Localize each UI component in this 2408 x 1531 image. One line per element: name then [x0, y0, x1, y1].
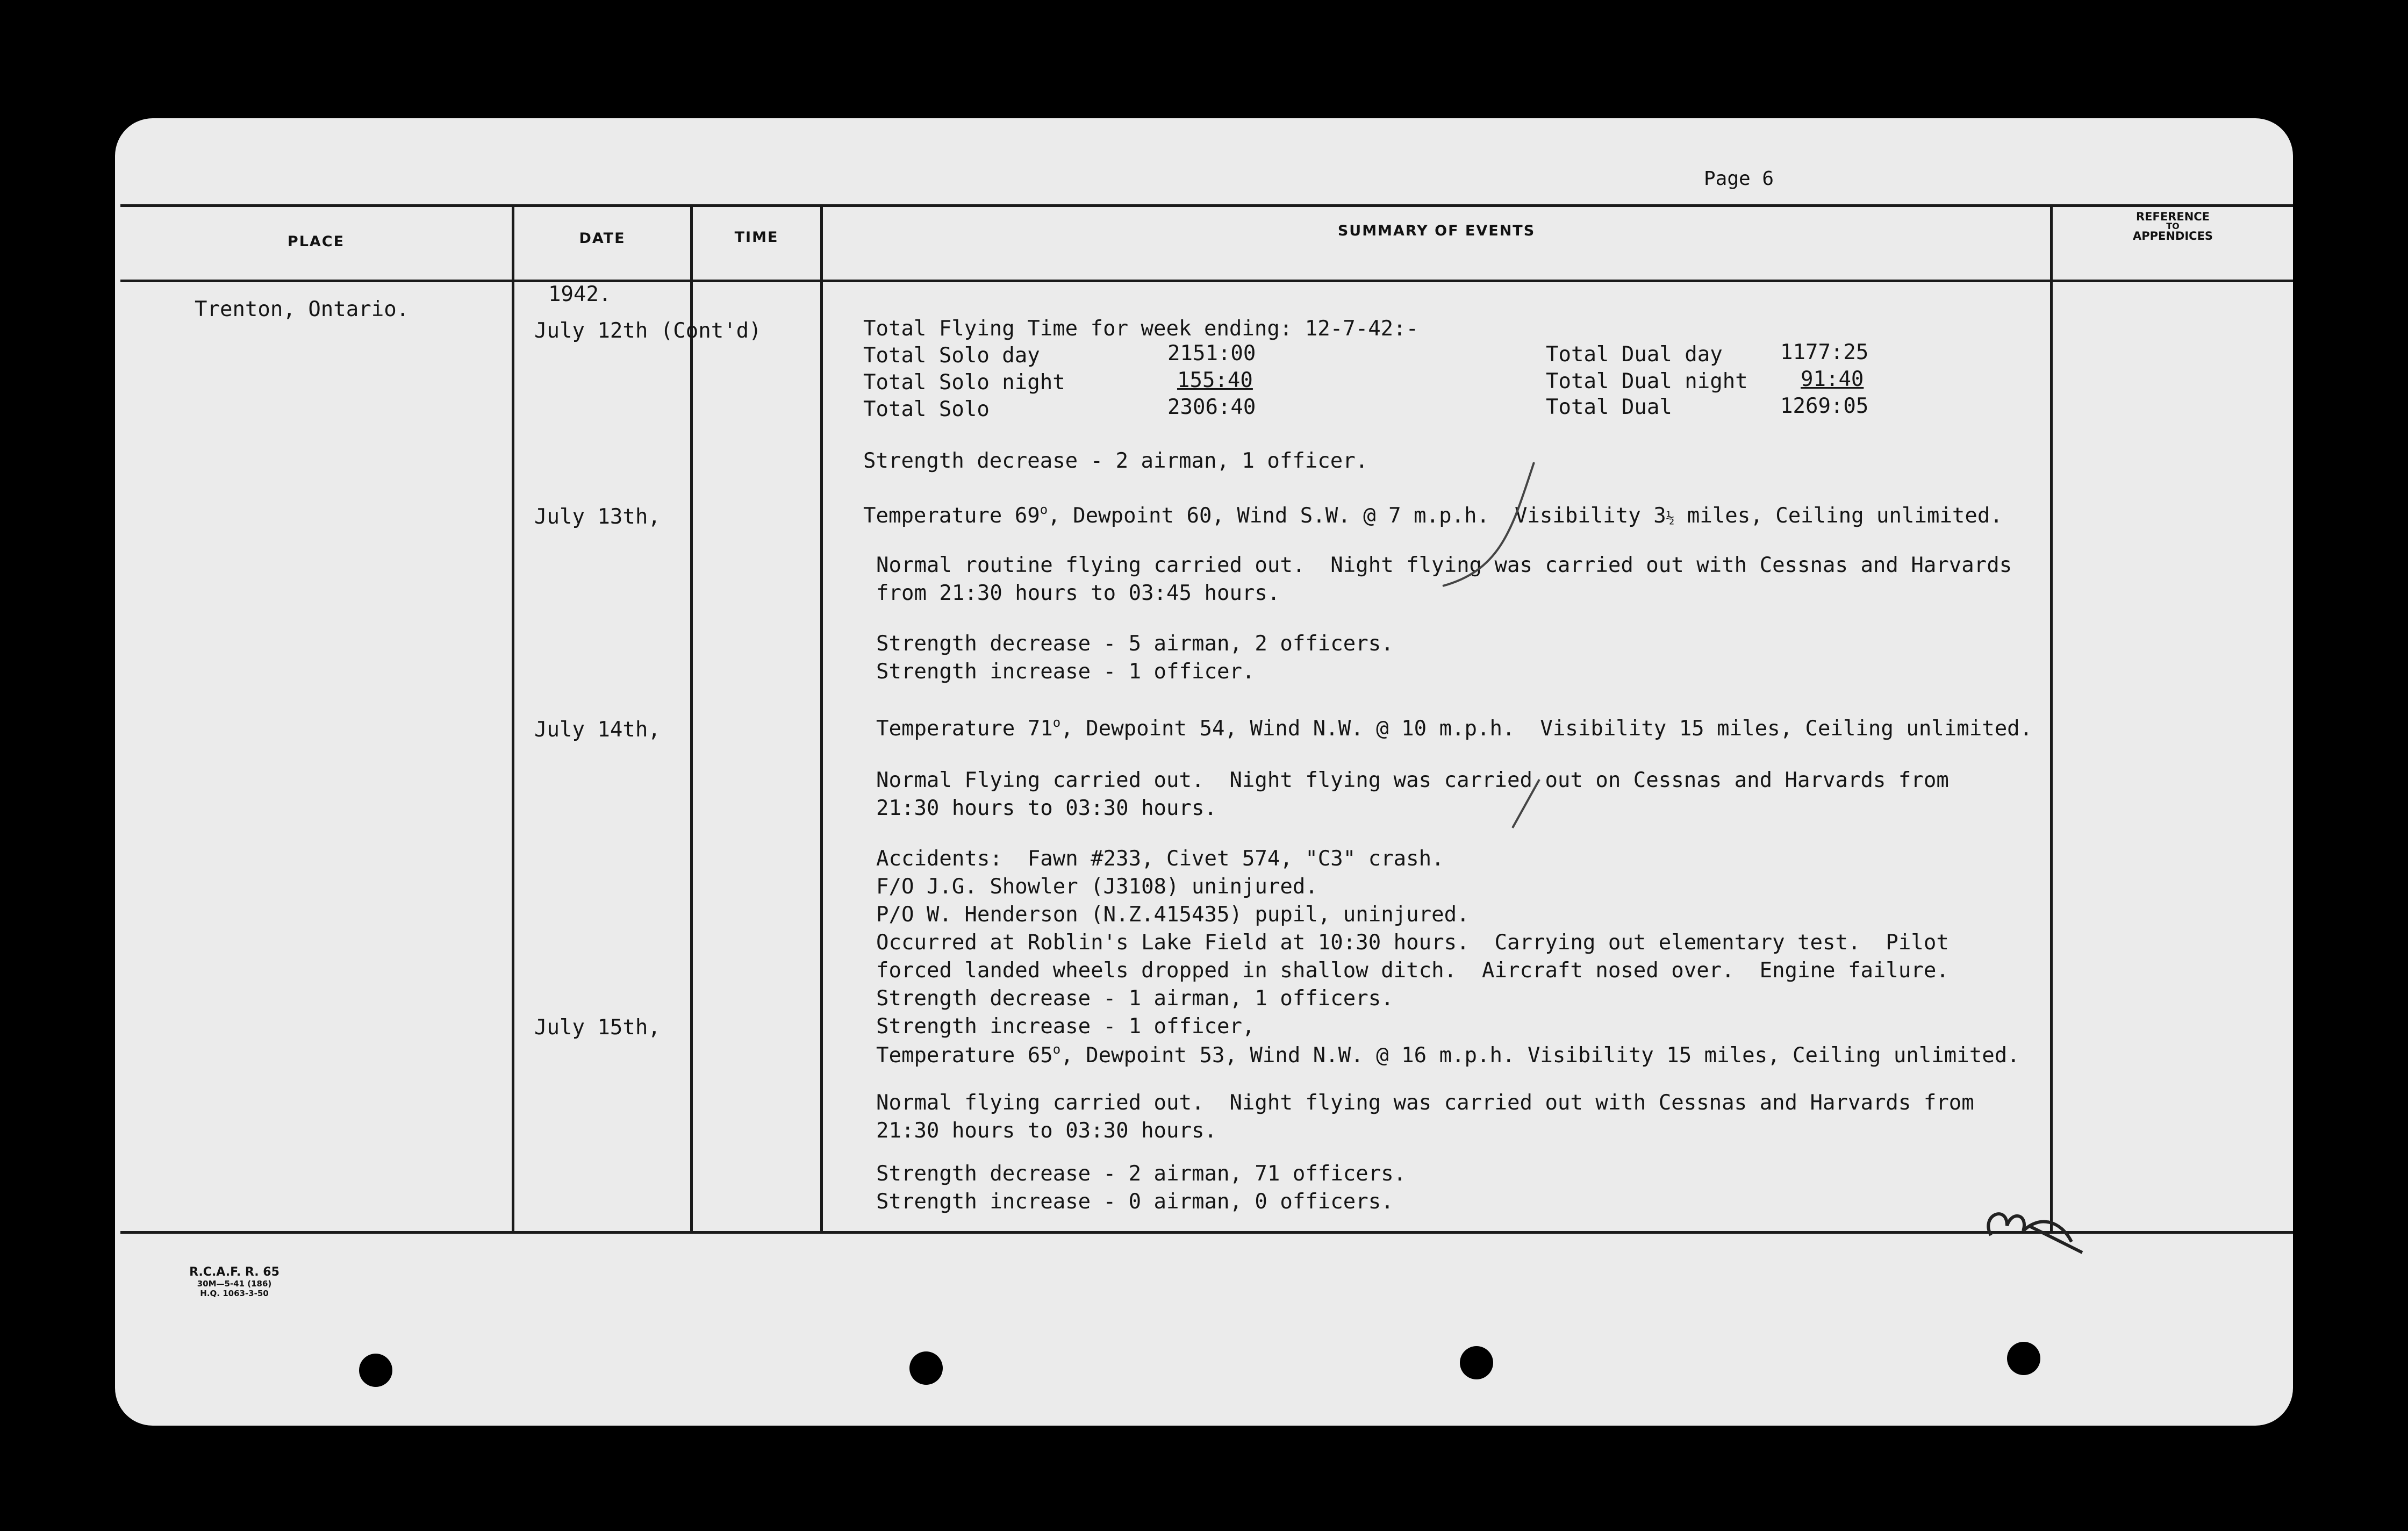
solo-total-value: 2306:40: [1167, 395, 1256, 419]
header-place: PLACE: [287, 233, 345, 250]
header-date: DATE: [579, 230, 626, 247]
punch-hole-1: [359, 1354, 392, 1387]
dual-total-value: 1269:05: [1780, 394, 1869, 418]
dual-day-label: Total Dual day: [1546, 342, 1723, 367]
date-july-14: July 14th,: [534, 718, 661, 742]
form-code: R.C.A.F. R. 65 30M—5-41 (186) H.Q. 1063-3-50: [189, 1265, 280, 1298]
date-july-13: July 13th,: [534, 505, 661, 529]
dual-total-label: Total Dual: [1546, 395, 1672, 419]
date-july-12: July 12th (Cont'd): [534, 319, 762, 343]
dual-night-value: 91:40: [1801, 367, 1864, 391]
place-entry: Trenton, Ontario.: [195, 297, 410, 321]
punch-hole-3: [1460, 1346, 1493, 1379]
solo-day-value: 2151:00: [1167, 341, 1256, 366]
solo-night-label: Total Solo night: [863, 370, 1065, 395]
flying-july-15: Normal flying carried out. Night flying was carried out with Cessnas and Harvards from 21:30 hours to 03:30 hours.: [876, 1091, 1974, 1143]
pen-stroke-mark: [1443, 462, 1539, 828]
solo-night-value: 155:40: [1177, 368, 1253, 392]
date-july-15: July 15th,: [534, 1015, 661, 1040]
header-time: TIME: [734, 229, 779, 246]
flying-time-heading: Total Flying Time for week ending: 12-7-42:-: [863, 317, 1419, 341]
handwritten-marks: [115, 118, 2293, 1426]
initials-signature: [1988, 1214, 2082, 1253]
flying-july-13: Normal routine flying carried out. Night flying was carried out with Cessnas and Harvards from 21:30 hours to 03:45 hours.: [876, 553, 2012, 605]
solo-day-label: Total Solo day: [863, 344, 1040, 368]
solo-total-label: Total Solo: [863, 397, 990, 421]
strength-july-13: Strength decrease - 5 airman, 2 officers. Strength increase - 1 officer.: [876, 632, 1394, 684]
weather-july-13: Temperature 69$^o$, Dewpoint 60, Wind S.W. @ 7 m.p.h. Visibility 3½ miles, Ceiling unlimited.: [863, 502, 2003, 528]
strength-july-15: Strength decrease - 2 airman, 71 officers. Strength increase - 0 airman, 0 officers.: [876, 1162, 1407, 1214]
punch-hole-4: [2007, 1342, 2040, 1375]
year-entry: 1942.: [548, 282, 612, 306]
dual-night-label: Total Dual night: [1546, 369, 1748, 394]
page-label: Page 6: [1704, 168, 1774, 190]
strength-july-12: Strength decrease - 2 airman, 1 officer.: [863, 449, 1368, 473]
accidents-july-14: Accidents: Fawn #233, Civet 574, "C3" crash. F/O J.G. Showler (J3108) uninjured. P/O W. Henderson (N.Z.415435) pupil, uninjured. Occurred at Roblin's Lake Field at 10:30 hours. Carrying out elementary test. Pilot forced landed wheels dropped in shallow ditch. Aircraft nosed over. Engine failure. Strength decrease - 1 airman, 1 officers. Strength increase - 1 officer,: [876, 847, 1949, 1039]
header-summary: SUMMARY OF EVENTS: [1337, 223, 1536, 239]
flying-july-14: Normal Flying carried out. Night flying was carried out on Cessnas and Harvards from 21:30 hours to 03:30 hours.: [876, 768, 1949, 820]
dual-day-value: 1177:25: [1780, 340, 1869, 364]
weather-july-15: Temperature 65$^o$, Dewpoint 53, Wind N.W. @ 16 m.p.h. Visibility 15 miles, Ceiling unlimited.: [876, 1042, 2020, 1068]
punch-hole-2: [909, 1351, 943, 1385]
diary-card: [115, 118, 2293, 1426]
weather-july-14: Temperature 71$^o$, Dewpoint 54, Wind N.W. @ 10 m.p.h. Visibility 15 miles, Ceiling unlimited.: [876, 715, 2033, 741]
header-reference: REFERENCE TO APPENDICES: [2132, 210, 2213, 242]
